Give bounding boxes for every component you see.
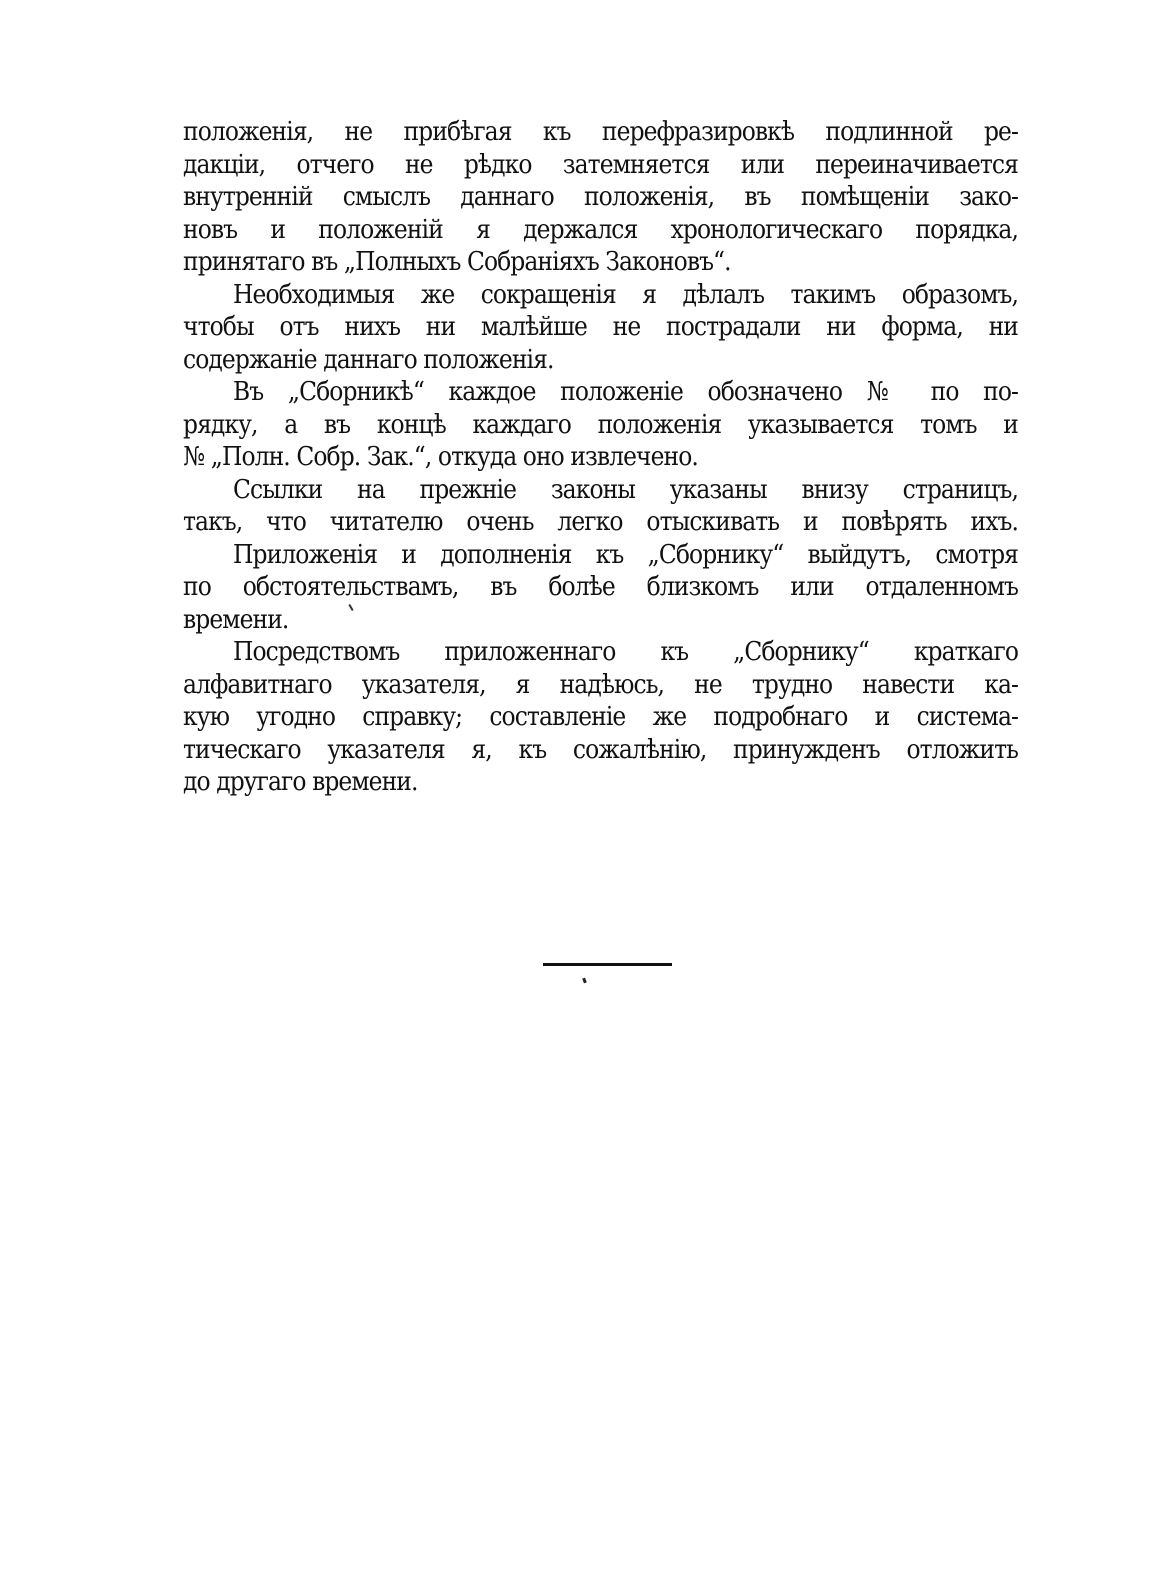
text-line: до другаго времени. <box>183 767 418 797</box>
text-line: кую угодно справку; составленіе же подробнаго и система- <box>183 702 1018 732</box>
text-line: Въ „Сборникѣ“ каждое положеніе обозначено № по по- <box>233 377 1018 407</box>
text-line: положенія, не прибѣгая къ перефразировкѣ подлинной ре- <box>183 117 1018 147</box>
paragraph-2 <box>183 279 1018 377</box>
text-line: новъ и положеній я держался хронологическаго порядка, <box>183 214 1018 245</box>
paragraph-3 <box>183 376 1018 474</box>
text-line: № „Полн. Собр. Зак.“, откуда оно извлечено. <box>183 442 698 472</box>
paragraph-4 <box>183 474 1018 539</box>
text-line: такъ, что читателю очень легко отыскивать и повѣрять ихъ. <box>183 507 1018 537</box>
paragraph-5 <box>183 539 1018 637</box>
paragraph-6 <box>183 636 1018 799</box>
text-line: Необходимыя же сокращенія я дѣлалъ такимъ образомъ, <box>233 279 1018 310</box>
text-line: дакціи, отчего не рѣдко затемняется или переиначивается <box>183 149 1018 180</box>
text-line: внутренній смыслъ даннаго положенія, въ помѣщеніи зако- <box>183 182 1018 212</box>
text-line: по обстоятельствамъ, въ болѣе близкомъ или отдаленномъ <box>183 572 1018 602</box>
text-line: Посредствомъ приложеннаго къ „Сборнику“ краткаго <box>233 637 1018 667</box>
section-end-rule <box>543 963 672 966</box>
body-text <box>183 116 1018 799</box>
text-line: Ссылки на прежніе законы указаны внизу страницъ, <box>233 474 1018 505</box>
paragraph-1 <box>183 116 1018 279</box>
text-line: времени. <box>183 604 289 635</box>
print-speck <box>582 978 587 984</box>
text-line: содержаніе даннаго положенія. <box>183 344 554 375</box>
text-line: чтобы отъ нихъ ни малѣйше не пострадали ни форма, ни <box>183 312 1018 342</box>
text-line: рядку, а въ концѣ каждаго положенія указывается томъ и <box>183 409 1018 440</box>
text-line: принятаго въ „Полныхъ Собраніяхъ Законовъ“. <box>183 247 731 277</box>
text-line: тическаго указателя я, къ сожалѣнію, принужденъ отложить <box>183 734 1018 765</box>
text-line: Приложенія и дополненія къ „Сборнику“ выйдутъ, смотря <box>233 539 1018 570</box>
text-line: алфавитнаго указателя, я надѣюсь, не трудно навести ка- <box>183 669 1018 700</box>
